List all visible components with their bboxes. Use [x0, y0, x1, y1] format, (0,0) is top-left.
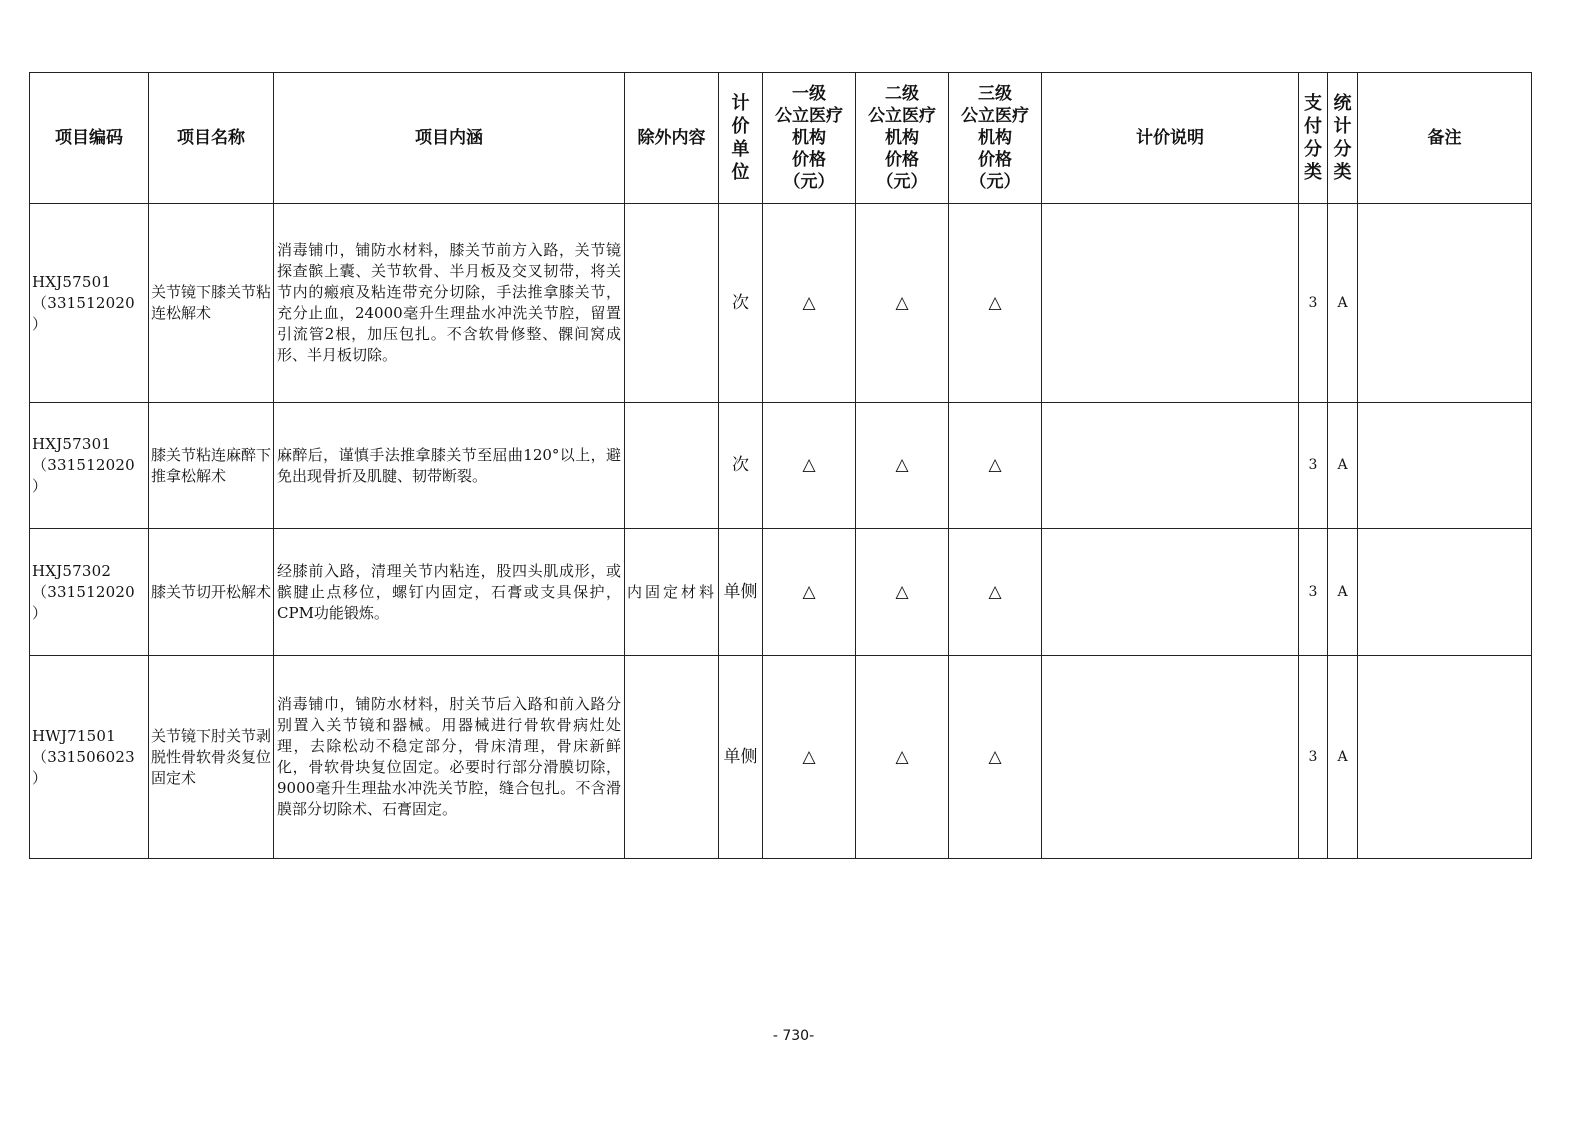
cell-payment-class: 3 [1299, 403, 1328, 529]
cell-payment-class: 3 [1299, 529, 1328, 656]
header-price-level3: 三级 公立医疗 机构 价格 （元） [949, 73, 1042, 204]
table-row [30, 403, 1532, 529]
cell-content: 经膝前入路，清理关节内粘连，股四头肌成形，或髌腱止点移位，螺钉内固定，石膏或支具保护，CPM功能锻炼。 [274, 529, 625, 656]
header-price-level1: 一级 公立医疗 机构 价格 （元） [763, 73, 856, 204]
cell-pricing-note [1042, 403, 1299, 529]
table-row [30, 656, 1532, 859]
header-code: 项目编码 [30, 73, 149, 204]
cell-stat-class: A [1328, 403, 1358, 529]
cell-price-level2: △ [856, 656, 949, 859]
cell-price-level2: △ [856, 204, 949, 403]
cell-price-level1: △ [763, 529, 856, 656]
cell-code: HXJ57302 （331512020 ） [30, 529, 149, 656]
header-unit: 计 价 单 位 [719, 73, 763, 204]
cell-price-level1: △ [763, 403, 856, 529]
header-row [30, 73, 1532, 204]
page-number: - 730- [772, 1028, 815, 1044]
cell-code: HXJ57301 （331512020 ） [30, 403, 149, 529]
cell-price-level3: △ [949, 204, 1042, 403]
cell-remark [1358, 403, 1532, 529]
cell-name: 关节镜下肘关节剥脱性骨软骨炎复位固定术 [149, 656, 274, 859]
cell-remark [1358, 204, 1532, 403]
cell-content: 消毒铺巾，铺防水材料，膝关节前方入路，关节镜探查髌上囊、关节软骨、半月板及交叉韧带，将关节内的瘢痕及粘连带充分切除，手法推拿膝关节，充分止血，24000毫升生理盐水冲洗关节腔，留置引流管2根，加压包扎。不含软骨修整、髁间窝成形、半月板切除。 [274, 204, 625, 403]
cell-remark [1358, 656, 1532, 859]
cell-price-level1: △ [763, 656, 856, 859]
header-price-level2: 二级 公立医疗 机构 价格 （元） [856, 73, 949, 204]
cell-payment-class: 3 [1299, 204, 1328, 403]
cell-stat-class: A [1328, 204, 1358, 403]
cell-unit: 次 [719, 204, 763, 403]
cell-pricing-note [1042, 656, 1299, 859]
cell-content: 麻醉后，谨慎手法推拿膝关节至屈曲120°以上，避免出现骨折及肌腱、韧带断裂。 [274, 403, 625, 529]
cell-remark [1358, 529, 1532, 656]
cell-pricing-note [1042, 529, 1299, 656]
cell-price-level3: △ [949, 403, 1042, 529]
cell-except [625, 204, 719, 403]
cell-name: 膝关节切开松解术 [149, 529, 274, 656]
cell-price-level2: △ [856, 403, 949, 529]
cell-name: 关节镜下膝关节粘连松解术 [149, 204, 274, 403]
cell-code: HWJ71501 （331506023 ） [30, 656, 149, 859]
cell-stat-class: A [1328, 656, 1358, 859]
cell-except: 内固定材料 [625, 529, 719, 656]
cell-price-level3: △ [949, 656, 1042, 859]
cell-price-level3: △ [949, 529, 1042, 656]
header-stat-class: 统 计 分 类 [1328, 73, 1358, 204]
cell-unit: 单侧 [719, 529, 763, 656]
cell-price-level2: △ [856, 529, 949, 656]
table-row [30, 204, 1532, 403]
header-content: 项目内涵 [274, 73, 625, 204]
cell-payment-class: 3 [1299, 656, 1328, 859]
cell-pricing-note [1042, 204, 1299, 403]
header-remark: 备注 [1358, 73, 1532, 204]
pricing-table [29, 72, 1532, 859]
cell-name: 膝关节粘连麻醉下推拿松解术 [149, 403, 274, 529]
cell-stat-class: A [1328, 529, 1358, 656]
table-row [30, 529, 1532, 656]
cell-except [625, 656, 719, 859]
cell-unit: 单侧 [719, 656, 763, 859]
cell-code: HXJ57501 （331512020 ） [30, 204, 149, 403]
header-name: 项目名称 [149, 73, 274, 204]
cell-content: 消毒铺巾，铺防水材料，肘关节后入路和前入路分别置入关节镜和器械。用器械进行骨软骨病灶处理，去除松动不稳定部分，骨床清理，骨床新鲜化，骨软骨块复位固定。必要时行部分滑膜切除，9000毫升生理盐水冲洗关节腔，缝合包扎。不含滑膜部分切除术、石膏固定。 [274, 656, 625, 859]
header-except: 除外内容 [625, 73, 719, 204]
header-pricing-note: 计价说明 [1042, 73, 1299, 204]
cell-price-level1: △ [763, 204, 856, 403]
cell-except [625, 403, 719, 529]
cell-unit: 次 [719, 403, 763, 529]
header-payment-class: 支 付 分 类 [1299, 73, 1328, 204]
